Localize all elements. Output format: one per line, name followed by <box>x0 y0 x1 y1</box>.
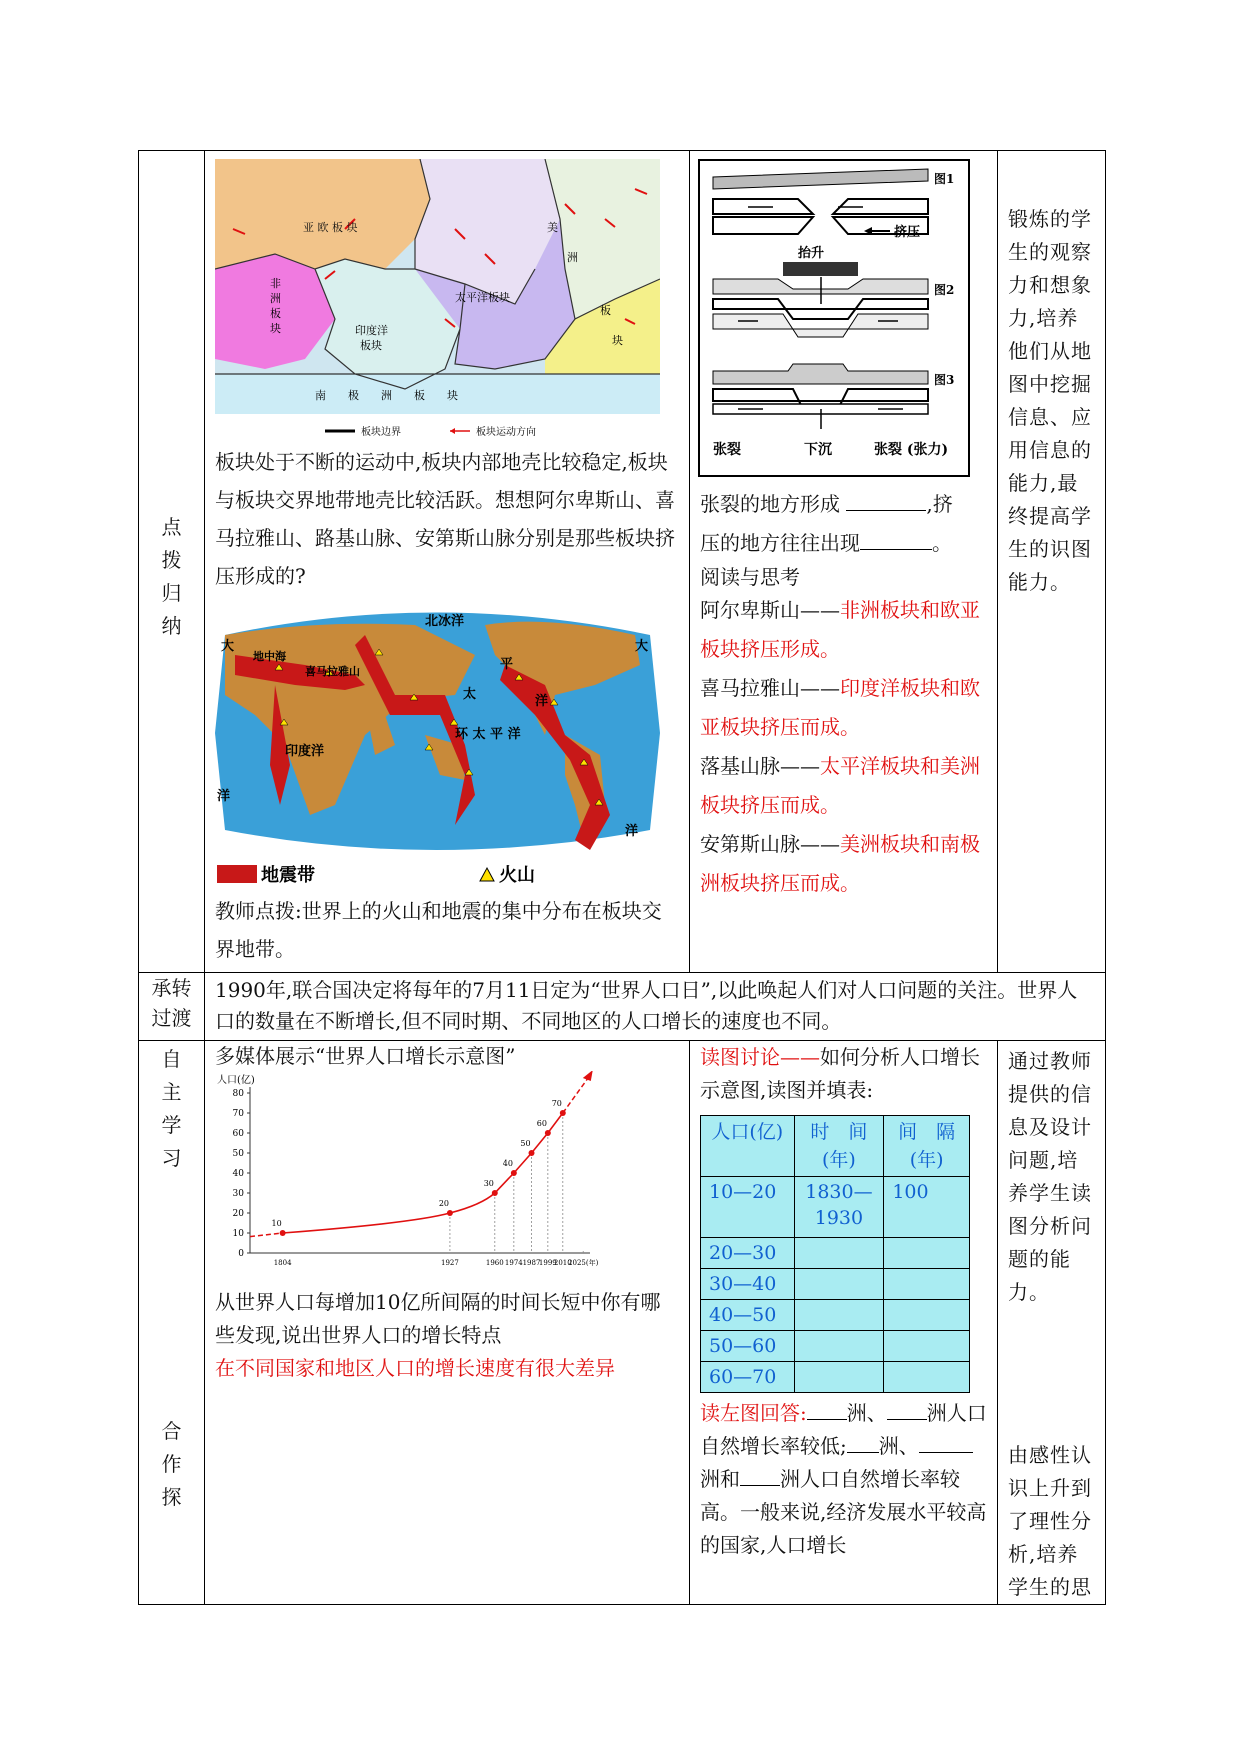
chart-y-tick-label: 80 <box>232 1089 244 1099</box>
quake-label-arctic: 北冰洋 <box>425 614 465 629</box>
answer-mountain: 喜马拉雅山—— <box>700 676 840 700</box>
chart-y-tick-label: 40 <box>232 1169 244 1179</box>
stage-label-self-study <box>139 1041 204 1175</box>
pop-table-cell-population: 50—60 <box>701 1331 795 1362</box>
answer-mountain: 安第斯山脉—— <box>700 832 840 856</box>
chart-x-tick-label: 1987 <box>522 1259 541 1267</box>
stage-text-cooperation-char: 作 <box>161 1452 182 1476</box>
chart-point-label: 60 <box>536 1119 547 1128</box>
population-growth-chart <box>215 1071 615 1286</box>
chart-extension-after <box>563 1077 589 1113</box>
chart-y-tick-label: 50 <box>232 1149 244 1159</box>
pop-table-cell-population: 10—20 <box>701 1177 795 1238</box>
chart-arrowhead <box>583 1071 593 1081</box>
plate-label-africa-3: 板 <box>270 307 281 320</box>
plate-question-text: 板块处于不断的运动中,板块内部地壳比较稳定,板块与板块交界地带地壳比较活跃。想想阿尔卑斯山、喜马拉雅山、路基山脉、安第斯山脉分别是那些板块挤压形成的? <box>215 450 675 588</box>
diagram-rift-right: 张裂 (张力) <box>874 442 949 458</box>
chart-y-tick-label: 70 <box>232 1109 244 1119</box>
quake-label-da-left: 大 <box>221 639 235 654</box>
row-self-study <box>139 1041 1106 1605</box>
answer-plates: 美洲板块和南极洲板块挤压而成。 <box>700 832 980 895</box>
quake-label-mediterranean: 地中海 <box>253 650 286 663</box>
chart-extension-before <box>250 1233 283 1237</box>
pop-table-cell-interval[interactable] <box>884 1300 970 1331</box>
read-blank-1[interactable] <box>807 1397 847 1420</box>
pop-table-cell-interval[interactable]: 100 <box>884 1177 970 1238</box>
diagram-rift-left: 张裂 <box>713 442 741 458</box>
pop-table-cell-interval[interactable] <box>884 1331 970 1362</box>
chart-point <box>280 1230 286 1236</box>
read-blank-3[interactable] <box>847 1430 879 1453</box>
read-blank-2[interactable] <box>887 1397 927 1420</box>
plate-label-indian-2: 板块 <box>360 339 382 352</box>
stage-text-cooperation-char: 合 <box>161 1419 182 1443</box>
chart-point-label: 10 <box>271 1219 282 1228</box>
content-cell-self-study <box>205 1041 690 1605</box>
chart-intro: 多媒体展示“世界人口增长示意图” <box>215 1044 516 1068</box>
quake-label-himalaya: 喜马拉雅山 <box>305 665 360 678</box>
pop-table-cell-population: 20—30 <box>701 1238 795 1269</box>
chart-x-tick-label: 1927 <box>441 1259 459 1267</box>
chart-y-tick-label: 10 <box>232 1229 244 1239</box>
pop-table-row <box>701 1177 970 1238</box>
read-label: 读左图回答: <box>700 1401 807 1425</box>
chart-point <box>545 1130 551 1136</box>
stage-text-self-study-char: 自 <box>161 1047 182 1071</box>
fill-blank-2[interactable] <box>860 527 932 550</box>
chart-point <box>511 1170 517 1176</box>
population-fill-table <box>700 1115 970 1393</box>
stage-cell-self-study <box>139 1041 205 1605</box>
crust-diagram-figure <box>698 159 970 477</box>
stage-text-self-study-char: 学 <box>161 1113 182 1137</box>
stage-text-guidance-char: 点 <box>161 515 182 539</box>
stage-text-self-study-char: 主 <box>161 1080 182 1104</box>
activity-cell-guidance <box>690 151 998 973</box>
plate-label-africa-4: 块 <box>270 322 281 335</box>
reading-answers <box>700 591 987 903</box>
chart-x-tick-label: 1804 <box>273 1259 292 1267</box>
answer-item <box>700 591 987 669</box>
quake-label-yang-bottom: 洋 <box>625 824 639 839</box>
quake-label-tai: 太 <box>463 687 477 702</box>
reading-title: 阅读与思考 <box>700 565 800 589</box>
diagram-fig2: 图2 <box>934 283 955 297</box>
chart-x-tick-label: 1974 <box>504 1259 523 1267</box>
pop-table-cell-interval[interactable] <box>884 1238 970 1269</box>
pop-table-cell-population: 30—40 <box>701 1269 795 1300</box>
design-cell-guidance <box>998 151 1106 973</box>
stage-label-guidance <box>139 511 204 643</box>
fill-2-post: 。 <box>932 531 952 555</box>
chart-question: 从世界人口每增加10亿所间隔的时间长短中你有哪些发现,说出世界人口的增长特点 <box>215 1290 661 1347</box>
chart-x-tick-label: 2025(年) <box>568 1259 599 1267</box>
plate-label-america-4: 块 <box>612 334 623 347</box>
read-text-4: 洲和 <box>700 1467 740 1491</box>
plate-label-america-2: 洲 <box>567 251 578 264</box>
diagram-fig3: 图3 <box>934 373 955 387</box>
plate-label-africa-1: 非 <box>270 277 281 290</box>
plate-label-africa-2: 洲 <box>270 292 281 305</box>
diagram-uplift: 抬升 <box>798 246 825 261</box>
answer-item <box>700 669 987 747</box>
read-blank-4[interactable] <box>919 1430 973 1453</box>
answer-plates: 太平洋板块和美洲板块挤压而成。 <box>700 754 980 817</box>
plate-map-figure <box>215 159 660 441</box>
chart-x-tick-label: 1960 <box>485 1259 504 1267</box>
fill-2-pre: 压的地方往往出现 <box>700 531 860 555</box>
fill-1-pre: 张裂的地方形成 <box>700 492 840 516</box>
read-text-5: 洲人口自然增长率较高。一般来说,经济发展水平较高的国家,人口增长 <box>700 1467 987 1557</box>
discussion-label: 读图讨论—— <box>700 1045 820 1069</box>
content-cell-guidance <box>205 151 690 973</box>
pop-table-header <box>701 1116 970 1177</box>
stage-text-self-study-char: 习 <box>161 1146 182 1170</box>
chart-y-tick-label: 0 <box>238 1249 244 1259</box>
chart-point-label: 50 <box>520 1139 531 1148</box>
chart-x-tick-label: 1999 <box>538 1259 557 1267</box>
transition-text: 1990年,联合国决定将每年的7月11日定为“世界人口日”,以此唤起人们对人口问题的关注。世界人口的数量在不断增长,但不同时期、不同地区的人口增长的速度也不同。 <box>215 978 1078 1033</box>
chart-point <box>492 1190 498 1196</box>
design-cell-self-study <box>998 1041 1106 1605</box>
plate-label-antarctic: 南 极 洲 板 块 <box>315 389 458 402</box>
earthquake-map-figure <box>215 605 660 890</box>
pop-table-cell-time[interactable] <box>794 1331 884 1362</box>
diagram-sink: 下沉 <box>804 442 832 458</box>
legend-boundary: 板块边界 <box>361 427 401 438</box>
fill-1-post: ,挤 <box>926 492 953 516</box>
stage-label-cooperation <box>139 1175 204 1514</box>
pop-table-row <box>701 1269 970 1300</box>
legend-direction: 板块运动方向 <box>476 427 536 438</box>
chart-point-label: 30 <box>483 1179 494 1188</box>
pop-table-cell-time[interactable] <box>794 1269 884 1300</box>
fill-line-2 <box>700 524 987 563</box>
chart-series-line <box>283 1113 563 1233</box>
answer-plates: 非洲板块和欧亚板块挤压形成。 <box>700 598 980 661</box>
stage-text-guidance-char: 拨 <box>161 548 182 572</box>
legend-quake-belt: 地震带 <box>261 865 315 886</box>
pop-table-header-time: 时 间(年) <box>794 1116 884 1177</box>
activity-cell-self-study <box>690 1041 998 1605</box>
read-text-2: 洲人口自然增长率较低; <box>700 1401 987 1458</box>
diagram-fig1: 图1 <box>934 172 955 186</box>
fill-blank-1[interactable] <box>846 488 926 511</box>
pop-table-cell-interval[interactable] <box>884 1269 970 1300</box>
quake-label-ring-pacific: 环 太 平 洋 <box>455 727 521 742</box>
stage-cell-guidance <box>139 151 205 973</box>
pop-table-header-interval: 间 隔(年) <box>884 1116 970 1177</box>
chart-answer: 在不同国家和地区人口的增长速度有很大差异 <box>215 1356 615 1380</box>
answer-mountain: 落基山脉—— <box>700 754 820 778</box>
stage-text-cooperation-char: 探 <box>161 1485 182 1509</box>
pop-table-row <box>701 1238 970 1269</box>
design-note-cooperation: 由感性认识上升到了理性分析,培养学生的思 <box>1008 1443 1092 1599</box>
stage-text-cooperation <box>162 1415 182 1514</box>
chart-y-tick-label: 30 <box>232 1189 244 1199</box>
discussion-prompt <box>690 1041 997 1107</box>
stage-label-transition: 承转过渡 <box>151 976 192 1030</box>
stage-text-guidance <box>162 511 182 643</box>
chart-point-label: 40 <box>502 1159 513 1168</box>
quake-label-da-right: 大 <box>635 639 649 654</box>
plate-label-america-1: 美 <box>547 221 558 234</box>
pop-table-cell-time[interactable] <box>794 1300 884 1331</box>
lesson-plan-table <box>138 150 1106 1605</box>
quake-label-ping: 平 <box>500 657 514 672</box>
plate-label-pacific: 太平洋板块 <box>455 291 510 304</box>
quake-label-yang-right: 洋 <box>535 694 549 709</box>
chart-point-label: 20 <box>438 1199 450 1208</box>
plate-label-eurasia: 亚 欧 板 块 <box>303 221 358 234</box>
pop-table-cell-time[interactable]: 1830—1930 <box>794 1177 884 1238</box>
pop-table-header-population: 人口(亿) <box>701 1116 795 1177</box>
pop-table-cell-interval[interactable] <box>884 1362 970 1393</box>
discussion-text: 如何分析人口增长示意图,读图并填表: <box>700 1045 980 1102</box>
design-note-self-study: 通过教师提供的信息及设计问题,培养学生读图分析问题的能力。 <box>1008 1049 1092 1304</box>
chart-x-tick-label: 2010 <box>553 1259 572 1267</box>
pop-table-row <box>701 1362 970 1393</box>
stage-cell-transition <box>139 973 205 1041</box>
stage-text-self-study <box>162 1043 182 1175</box>
design-note-guidance: 锻炼的学生的观察力和想象力,培养他们从地图中挖掘信息、应用信息的能力,最终提高学生的识图能力。 <box>1008 207 1092 594</box>
plate-label-america-3: 板 <box>600 304 611 317</box>
read-text-3: 洲、 <box>878 1434 919 1458</box>
stage-text-guidance-char: 归 <box>161 581 182 605</box>
pop-table-row <box>701 1331 970 1362</box>
chart-point-label: 70 <box>551 1099 562 1108</box>
quake-label-yang-left: 洋 <box>217 789 231 804</box>
pop-table-cell-time[interactable] <box>794 1238 884 1269</box>
answer-mountain: 阿尔卑斯山—— <box>700 598 840 622</box>
chart-point <box>529 1150 535 1156</box>
legend-volcano: 火山 <box>499 865 535 886</box>
chart-y-tick-label: 20 <box>232 1209 244 1219</box>
row-guidance <box>139 151 1106 973</box>
read-text-1: 洲、 <box>846 1401 887 1425</box>
diagram-squeeze: 挤压 <box>894 225 921 240</box>
pop-table-cell-population: 40—50 <box>701 1300 795 1331</box>
chart-point <box>447 1210 453 1216</box>
pop-table-row <box>701 1300 970 1331</box>
teacher-note: 教师点拨:世界上的火山和地震的集中分布在板块交界地带。 <box>215 899 662 961</box>
chart-y-tick-label: 60 <box>232 1129 244 1139</box>
plate-label-indian-1: 印度洋 <box>355 324 388 337</box>
quake-label-indian: 印度洋 <box>285 744 325 759</box>
read-answer-block <box>690 1397 997 1562</box>
row-transition <box>139 973 1106 1041</box>
chart-ylabel: 人口(亿) <box>217 1075 255 1086</box>
answer-item <box>700 747 987 825</box>
transition-text-cell <box>205 973 1106 1041</box>
pop-table-cell-population: 60—70 <box>701 1362 795 1393</box>
answer-plates: 印度洋板块和欧亚板块挤压而成。 <box>700 676 980 739</box>
answer-item <box>700 825 987 903</box>
fill-line-1 <box>700 485 987 524</box>
stage-text-guidance-char: 纳 <box>161 614 182 638</box>
pop-table-cell-time[interactable] <box>794 1362 884 1393</box>
read-blank-5[interactable] <box>740 1463 780 1486</box>
